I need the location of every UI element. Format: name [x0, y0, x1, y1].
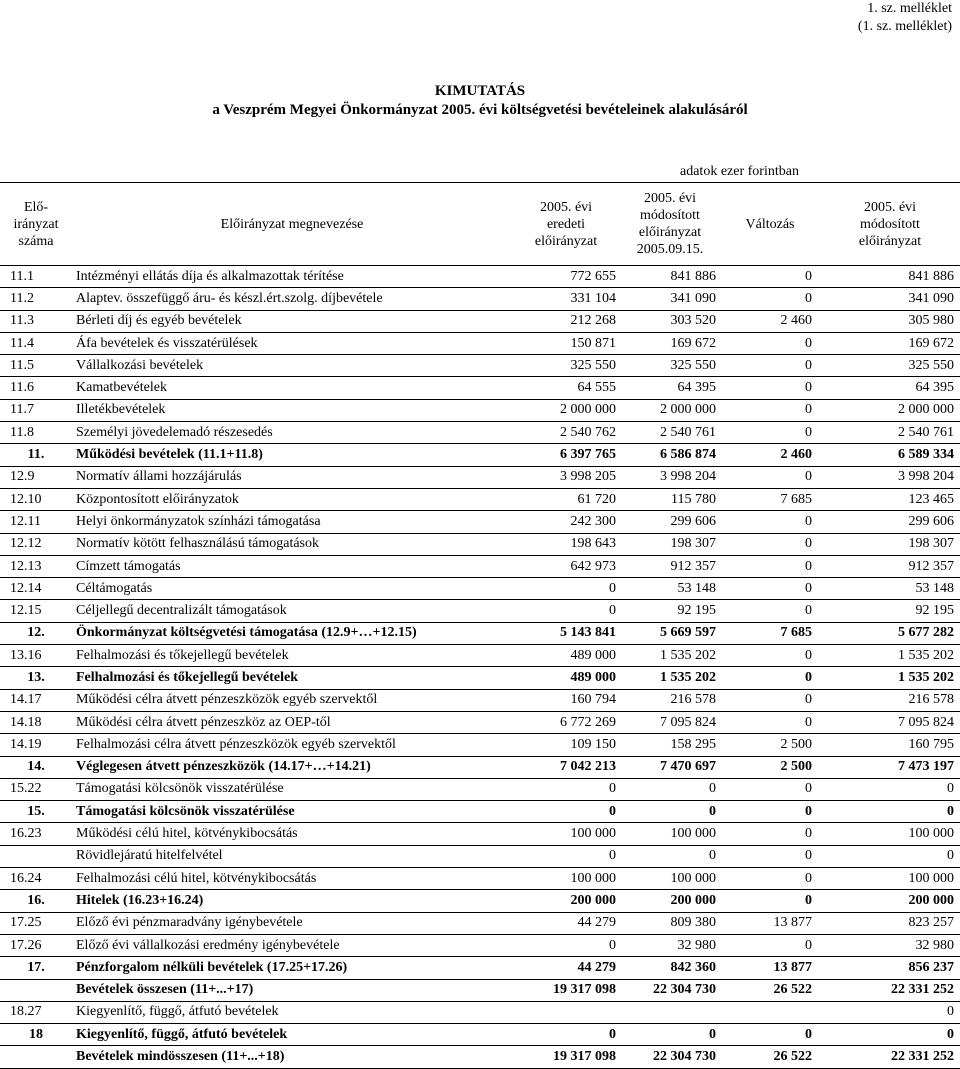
- header-name: Előirányzat megnevezése: [220, 216, 364, 232]
- cell-code: 16.24: [0, 868, 72, 890]
- cell-orig: 6 772 269: [512, 711, 620, 733]
- cell-orig: 0: [512, 778, 620, 800]
- cell-mod: 2 000 000: [620, 399, 720, 421]
- cell-mod: 325 550: [620, 355, 720, 377]
- cell-change: 0: [720, 288, 820, 310]
- cell-final: 198 307: [820, 533, 960, 555]
- cell-mod: 200 000: [620, 890, 720, 912]
- cell-final: 856 237: [820, 957, 960, 979]
- cell-change: 2 460: [720, 444, 820, 466]
- cell-name: Felhalmozási célú hitel, kötvénykibocsátás: [72, 868, 512, 890]
- cell-mod: 3 998 204: [620, 466, 720, 488]
- table-row: [0, 778, 960, 800]
- cell-name: Rövidlejáratú hitelfelvétel: [72, 845, 512, 867]
- cell-name: Központosított előirányzatok: [72, 488, 512, 510]
- cell-mod: 92 195: [620, 600, 720, 622]
- table-row: [0, 711, 960, 733]
- table-row: [0, 288, 960, 310]
- cell-change: 0: [720, 711, 820, 733]
- cell-mod: 0: [620, 1024, 720, 1046]
- cell-name: Kiegyenlítő, függő, átfutó bevételek: [72, 1024, 512, 1046]
- cell-orig: 242 300: [512, 511, 620, 533]
- cell-name: Normatív kötött felhasználású támogatások: [72, 533, 512, 555]
- cell-final: 216 578: [820, 689, 960, 711]
- table-row: [0, 511, 960, 533]
- cell-final: 912 357: [820, 555, 960, 577]
- table-row: [0, 399, 960, 421]
- cell-change: 0: [720, 578, 820, 600]
- cell-name: Intézményi ellátás díja és alkalmazottak térítése: [72, 266, 512, 288]
- cell-change: 0: [720, 422, 820, 444]
- cell-name: Felhalmozási és tőkejellegű bevételek: [72, 667, 512, 689]
- cell-code: 13.16: [0, 645, 72, 667]
- cell-orig: 19 317 098: [512, 979, 620, 1001]
- cell-mod: 216 578: [620, 689, 720, 711]
- cell-final: 53 148: [820, 578, 960, 600]
- cell-name: Illetékbevételek: [72, 399, 512, 421]
- cell-code: 16.23: [0, 823, 72, 845]
- cell-mod: 0: [620, 778, 720, 800]
- table-row: [0, 934, 960, 956]
- cell-code: 16.: [0, 890, 72, 912]
- cell-code: 12.15: [0, 600, 72, 622]
- cell-change: 13 877: [720, 912, 820, 934]
- cell-mod: 6 586 874: [620, 444, 720, 466]
- table-row: [0, 422, 960, 444]
- cell-code: 12.: [0, 622, 72, 644]
- cell-name: Működési célra átvett pénzeszközök egyéb szervektől: [72, 689, 512, 711]
- cell-change: 0: [720, 823, 820, 845]
- table-row: [0, 756, 960, 778]
- unit-note: adatok ezer forintban: [680, 164, 799, 179]
- cell-orig: 19 317 098: [512, 1046, 620, 1068]
- table-row: [0, 667, 960, 689]
- cell-mod: 115 780: [620, 488, 720, 510]
- cell-orig: 100 000: [512, 823, 620, 845]
- cell-code: 14.18: [0, 711, 72, 733]
- cell-final: 7 473 197: [820, 756, 960, 778]
- cell-name: Felhalmozási célra átvett pénzeszközök egyéb szervektől: [72, 734, 512, 756]
- cell-name: Áfa bevételek és visszatérülések: [72, 332, 512, 354]
- cell-mod: 100 000: [620, 823, 720, 845]
- cell-change: 2 500: [720, 734, 820, 756]
- cell-final: 6 589 334: [820, 444, 960, 466]
- cell-code: 17.26: [0, 934, 72, 956]
- cell-code: 17.: [0, 957, 72, 979]
- cell-name: Működési célra átvett pénzeszköz az OEP-től: [72, 711, 512, 733]
- table-row: [0, 734, 960, 756]
- cell-final: 325 550: [820, 355, 960, 377]
- cell-name: Céljellegű decentralizált támogatások: [72, 600, 512, 622]
- title-line-1: KIMUTATÁS: [434, 83, 526, 99]
- cell-name: Működési célú hitel, kötvénykibocsátás: [72, 823, 512, 845]
- cell-final: 1 535 202: [820, 645, 960, 667]
- cell-final: 160 795: [820, 734, 960, 756]
- cell-final: 341 090: [820, 288, 960, 310]
- cell-change: 2 460: [720, 310, 820, 332]
- header-original: 2005. évi eredeti előirányzat: [534, 199, 598, 249]
- cell-final: 200 000: [820, 890, 960, 912]
- cell-code: 11.7: [0, 399, 72, 421]
- cell-final: 2 540 761: [820, 422, 960, 444]
- cell-final: 22 331 252: [820, 1046, 960, 1068]
- cell-code: 12.9: [0, 466, 72, 488]
- table-row: [0, 1024, 960, 1046]
- cell-final: 0: [820, 778, 960, 800]
- cell-orig: 489 000: [512, 645, 620, 667]
- cell-orig: 61 720: [512, 488, 620, 510]
- document-title: [0, 82, 960, 120]
- cell-mod: 1 535 202: [620, 645, 720, 667]
- cell-change: 0: [720, 555, 820, 577]
- cell-code: 13.: [0, 667, 72, 689]
- cell-mod: 0: [620, 801, 720, 823]
- cell-name: Felhalmozási és tőkejellegű bevételek: [72, 645, 512, 667]
- table-row: [0, 266, 960, 288]
- cell-name: Véglegesen átvett pénzeszközök (14.17+…+14.21): [72, 756, 512, 778]
- cell-orig: 2 540 762: [512, 422, 620, 444]
- cell-name: Működési bevételek (11.1+11.8): [72, 444, 512, 466]
- cell-final: 92 195: [820, 600, 960, 622]
- cell-name: Személyi jövedelemadó részesedés: [72, 422, 512, 444]
- table-row: [0, 912, 960, 934]
- revenue-table-body: [0, 266, 960, 1068]
- cell-name: Bevételek összesen (11+...+17): [72, 979, 512, 1001]
- cell-name: Pénzforgalom nélküli bevételek (17.25+17.26): [72, 957, 512, 979]
- cell-mod: 912 357: [620, 555, 720, 577]
- table-row: [0, 310, 960, 332]
- cell-change: 0: [720, 377, 820, 399]
- revenue-table: [0, 266, 960, 1069]
- cell-change: 0: [720, 667, 820, 689]
- cell-final: 823 257: [820, 912, 960, 934]
- cell-change: 0: [720, 1024, 820, 1046]
- title-line-2: a Veszprém Megyei Önkormányzat 2005. évi költségvetési bevételeinek alakulásáról: [212, 102, 748, 118]
- table-row: [0, 355, 960, 377]
- table-row: [0, 1046, 960, 1068]
- cell-name: Előző évi pénzmaradvány igénybevétele: [72, 912, 512, 934]
- cell-mod: 7 095 824: [620, 711, 720, 733]
- header-modified: 2005. évi módosított előirányzat 2005.09.15.: [636, 191, 704, 257]
- table-row: [0, 645, 960, 667]
- cell-name: Céltámogatás: [72, 578, 512, 600]
- table-row: [0, 979, 960, 1001]
- cell-name: Előző évi vállalkozási eredmény igénybevétele: [72, 934, 512, 956]
- cell-orig: 44 279: [512, 957, 620, 979]
- cell-final: 1 535 202: [820, 667, 960, 689]
- cell-orig: 198 643: [512, 533, 620, 555]
- cell-orig: 0: [512, 845, 620, 867]
- cell-orig: 5 143 841: [512, 622, 620, 644]
- cell-mod: 100 000: [620, 868, 720, 890]
- cell-code: 17.25: [0, 912, 72, 934]
- cell-final: 0: [820, 1001, 960, 1023]
- table-row: [0, 845, 960, 867]
- cell-change: 0: [720, 845, 820, 867]
- annex-line-1: 1. sz. melléklet: [867, 1, 952, 16]
- cell-code: [0, 845, 72, 867]
- annex-line-2: (1. sz. melléklet): [857, 19, 952, 34]
- cell-orig: 150 871: [512, 332, 620, 354]
- cell-name: Címzett támogatás: [72, 555, 512, 577]
- cell-orig: 0: [512, 578, 620, 600]
- cell-final: 64 395: [820, 377, 960, 399]
- cell-code: 11.5: [0, 355, 72, 377]
- cell-final: 123 465: [820, 488, 960, 510]
- annex-label: [858, 0, 952, 36]
- cell-orig: 772 655: [512, 266, 620, 288]
- table-row: [0, 890, 960, 912]
- cell-name: Kiegyenlítő, függő, átfutó bevételek: [72, 1001, 512, 1023]
- cell-final: 299 606: [820, 511, 960, 533]
- cell-mod: 0: [620, 845, 720, 867]
- cell-orig: 6 397 765: [512, 444, 620, 466]
- table-row: [0, 801, 960, 823]
- cell-orig: 0: [512, 600, 620, 622]
- cell-mod: 198 307: [620, 533, 720, 555]
- cell-final: 100 000: [820, 868, 960, 890]
- table-row: [0, 555, 960, 577]
- table-row: [0, 823, 960, 845]
- cell-final: 841 886: [820, 266, 960, 288]
- cell-final: 100 000: [820, 823, 960, 845]
- cell-orig: [512, 1001, 620, 1023]
- cell-mod: 1 535 202: [620, 667, 720, 689]
- cell-code: 11.3: [0, 310, 72, 332]
- cell-code: [0, 1046, 72, 1068]
- cell-orig: 0: [512, 1024, 620, 1046]
- table-row: [0, 444, 960, 466]
- cell-name: Helyi önkormányzatok színházi támogatása: [72, 511, 512, 533]
- cell-change: 7 685: [720, 622, 820, 644]
- cell-final: 0: [820, 1024, 960, 1046]
- cell-orig: 489 000: [512, 667, 620, 689]
- cell-name: Kamatbevételek: [72, 377, 512, 399]
- cell-final: 3 998 204: [820, 466, 960, 488]
- cell-orig: 0: [512, 934, 620, 956]
- cell-orig: 64 555: [512, 377, 620, 399]
- table-row: [0, 533, 960, 555]
- cell-final: 2 000 000: [820, 399, 960, 421]
- cell-change: 7 685: [720, 488, 820, 510]
- cell-code: 11.4: [0, 332, 72, 354]
- table-row: [0, 868, 960, 890]
- table-row: [0, 332, 960, 354]
- cell-orig: 3 998 205: [512, 466, 620, 488]
- cell-name: Önkormányzat költségvetési támogatása (12.9+…+12.15): [72, 622, 512, 644]
- cell-change: 0: [720, 934, 820, 956]
- header-change: Változás: [745, 216, 795, 232]
- cell-mod: 5 669 597: [620, 622, 720, 644]
- table-row: [0, 377, 960, 399]
- cell-orig: 331 104: [512, 288, 620, 310]
- cell-mod: 64 395: [620, 377, 720, 399]
- cell-code: 15.: [0, 801, 72, 823]
- cell-mod: 53 148: [620, 578, 720, 600]
- cell-code: 18.27: [0, 1001, 72, 1023]
- cell-change: 0: [720, 689, 820, 711]
- cell-code: 12.10: [0, 488, 72, 510]
- cell-code: 11.1: [0, 266, 72, 288]
- cell-final: 0: [820, 801, 960, 823]
- table-row: [0, 1001, 960, 1023]
- cell-change: 0: [720, 266, 820, 288]
- cell-final: 22 331 252: [820, 979, 960, 1001]
- cell-mod: 841 886: [620, 266, 720, 288]
- cell-change: 0: [720, 890, 820, 912]
- cell-orig: 44 279: [512, 912, 620, 934]
- cell-mod: [620, 1001, 720, 1023]
- cell-change: 0: [720, 801, 820, 823]
- cell-code: 12.13: [0, 555, 72, 577]
- cell-orig: 160 794: [512, 689, 620, 711]
- cell-change: 26 522: [720, 979, 820, 1001]
- table-row: [0, 466, 960, 488]
- cell-code: 14.19: [0, 734, 72, 756]
- cell-name: Hitelek (16.23+16.24): [72, 890, 512, 912]
- cell-code: 12.14: [0, 578, 72, 600]
- cell-orig: 100 000: [512, 868, 620, 890]
- cell-final: 5 677 282: [820, 622, 960, 644]
- cell-code: 11.8: [0, 422, 72, 444]
- cell-mod: 169 672: [620, 332, 720, 354]
- cell-code: 14.17: [0, 689, 72, 711]
- cell-change: 0: [720, 511, 820, 533]
- cell-code: 18: [0, 1024, 72, 1046]
- table-row: [0, 622, 960, 644]
- cell-name: Támogatási kölcsönök visszatérülése: [72, 778, 512, 800]
- cell-mod: 2 540 761: [620, 422, 720, 444]
- cell-change: 0: [720, 868, 820, 890]
- cell-mod: 7 470 697: [620, 756, 720, 778]
- cell-code: 14.: [0, 756, 72, 778]
- cell-mod: 303 520: [620, 310, 720, 332]
- cell-mod: 842 360: [620, 957, 720, 979]
- cell-orig: 642 973: [512, 555, 620, 577]
- cell-orig: 325 550: [512, 355, 620, 377]
- cell-change: 26 522: [720, 1046, 820, 1068]
- cell-change: 13 877: [720, 957, 820, 979]
- cell-change: 0: [720, 466, 820, 488]
- cell-change: 0: [720, 778, 820, 800]
- cell-name: Bevételek mindösszesen (11+...+18): [72, 1046, 512, 1068]
- cell-name: Normatív állami hozzájárulás: [72, 466, 512, 488]
- header-final: 2005. évi módosított előirányzat: [858, 199, 922, 249]
- cell-name: Támogatási kölcsönök visszatérülése: [72, 801, 512, 823]
- cell-code: 11.6: [0, 377, 72, 399]
- header-code-text: Elő- irányzat száma: [13, 199, 59, 249]
- table-row: [0, 689, 960, 711]
- cell-mod: 22 304 730: [620, 1046, 720, 1068]
- table-row: [0, 957, 960, 979]
- cell-orig: 7 042 213: [512, 756, 620, 778]
- cell-mod: 158 295: [620, 734, 720, 756]
- cell-code: 12.12: [0, 533, 72, 555]
- cell-final: 32 980: [820, 934, 960, 956]
- cell-change: 0: [720, 332, 820, 354]
- cell-code: 11.: [0, 444, 72, 466]
- cell-mod: 341 090: [620, 288, 720, 310]
- cell-orig: 109 150: [512, 734, 620, 756]
- cell-mod: 809 380: [620, 912, 720, 934]
- cell-orig: 200 000: [512, 890, 620, 912]
- cell-change: 0: [720, 355, 820, 377]
- cell-change: 2 500: [720, 756, 820, 778]
- cell-change: 0: [720, 399, 820, 421]
- cell-final: 169 672: [820, 332, 960, 354]
- cell-mod: 299 606: [620, 511, 720, 533]
- cell-mod: 22 304 730: [620, 979, 720, 1001]
- cell-code: 15.22: [0, 778, 72, 800]
- cell-code: 11.2: [0, 288, 72, 310]
- cell-code: 12.11: [0, 511, 72, 533]
- table-row: [0, 578, 960, 600]
- cell-name: Alaptev. összefüggő áru- és készl.ért.szolg. díjbevétele: [72, 288, 512, 310]
- cell-orig: 212 268: [512, 310, 620, 332]
- cell-change: [720, 1001, 820, 1023]
- cell-final: 7 095 824: [820, 711, 960, 733]
- cell-mod: 32 980: [620, 934, 720, 956]
- cell-orig: 0: [512, 801, 620, 823]
- cell-change: 0: [720, 645, 820, 667]
- cell-code: [0, 979, 72, 1001]
- cell-final: 305 980: [820, 310, 960, 332]
- cell-orig: 2 000 000: [512, 399, 620, 421]
- table-row: [0, 488, 960, 510]
- table-row: [0, 600, 960, 622]
- header-code: [0, 183, 72, 265]
- cell-final: 0: [820, 845, 960, 867]
- cell-change: 0: [720, 600, 820, 622]
- cell-name: Vállalkozási bevételek: [72, 355, 512, 377]
- cell-change: 0: [720, 533, 820, 555]
- cell-name: Bérleti díj és egyéb bevételek: [72, 310, 512, 332]
